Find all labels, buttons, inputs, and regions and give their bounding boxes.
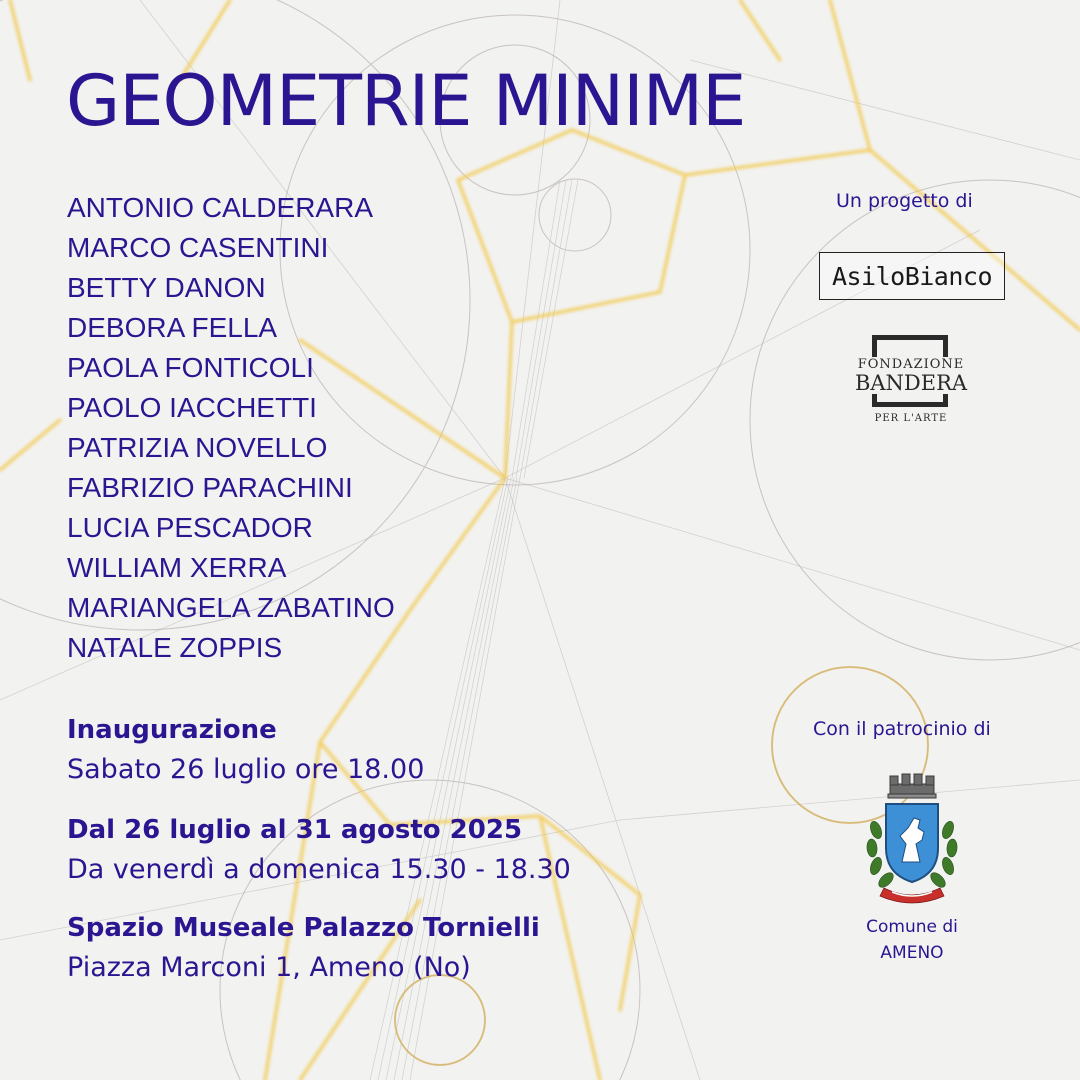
- artist-name: MARIANGELA ZABATINO: [67, 592, 395, 623]
- artist-name: NATALE ZOPPIS: [67, 632, 283, 663]
- ameno-coat-of-arms-icon: [862, 770, 962, 910]
- artist-name: PATRIZIA NOVELLO: [67, 432, 328, 463]
- artist-name: BETTY DANON: [67, 272, 266, 303]
- artist-name: WILLIAM XERRA: [67, 552, 287, 583]
- opening-heading: Inaugurazione: [67, 715, 277, 745]
- comune-caption: [842, 914, 982, 966]
- patronage-label: Con il patrocinio di: [813, 718, 991, 740]
- project-label: Un progetto di: [836, 190, 973, 212]
- artist-name: FABRIZIO PARACHINI: [67, 472, 353, 503]
- dates-block: [67, 814, 571, 888]
- logo-text: FONDAZIONE: [852, 357, 970, 373]
- fondazione-bandera-logo: [852, 335, 974, 427]
- asilobianco-logo: AsiloBianco: [819, 252, 1005, 300]
- artist-name: PAOLA FONTICOLI: [67, 352, 314, 383]
- logo-text: PER L'ARTE: [874, 413, 948, 424]
- artist-name: PAOLO IACCHETTI: [67, 392, 317, 423]
- comune-name: AMENO: [880, 943, 944, 963]
- opening-text: Sabato 26 luglio ore 18.00: [67, 754, 425, 785]
- venue-address: Piazza Marconi 1, Ameno (No): [67, 952, 471, 983]
- venue-block: [67, 912, 540, 986]
- dates-heading: Dal 26 luglio al 31 agosto 2025: [67, 815, 523, 845]
- artist-name: ANTONIO CALDERARA: [67, 192, 373, 223]
- artist-name: DEBORA FELLA: [67, 312, 278, 343]
- venue-heading: Spazio Museale Palazzo Tornielli: [67, 913, 540, 943]
- comune-line: Comune di: [866, 917, 958, 937]
- exhibition-title: GEOMETRIE MINIME: [66, 60, 746, 142]
- opening-block: [67, 714, 424, 788]
- logo-text: BANDERA: [852, 372, 970, 394]
- artist-list: [67, 188, 395, 668]
- artist-name: LUCIA PESCADOR: [67, 512, 313, 543]
- artist-name: MARCO CASENTINI: [67, 232, 329, 263]
- hours-text: Da venerdì a domenica 15.30 - 18.30: [67, 854, 571, 885]
